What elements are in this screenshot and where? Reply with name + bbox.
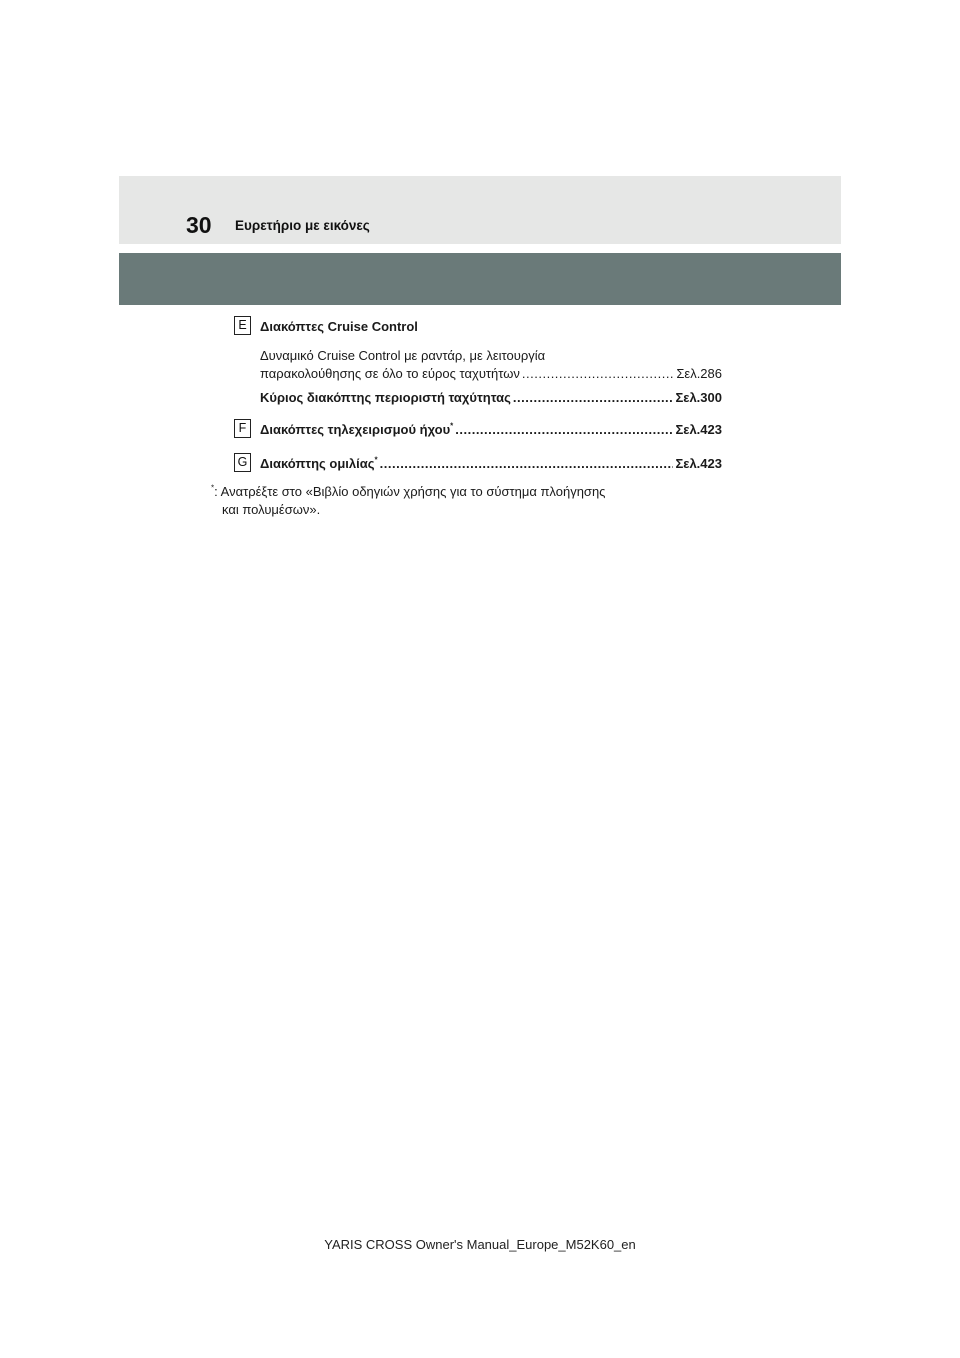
page-ref: Σελ.423 [675,422,722,437]
footer-manual-id: YARIS CROSS Owner's Manual_Europe_M52K60_en [324,1237,636,1252]
badge-f: F [234,419,251,438]
entry-talk-switch[interactable] [260,455,722,472]
entry-audio-remote-switches[interactable] [260,421,722,438]
footnote [211,483,691,519]
badge-e: E [234,316,251,335]
asterisk-mark: * [374,455,378,465]
page-ref: Σελ.286 [676,366,722,381]
entry-audio-remote-title: Διακόπτες τηλεχειρισμού ήχου [260,422,451,437]
entry-talk-switch-title: Διακόπτης ομιλίας [260,456,375,471]
header-dark-band [119,253,841,305]
leader-dots [522,365,674,382]
section-title: Ευρετήριο με εικόνες [235,218,370,233]
entry-radar-cruise-line1: Δυναμικό Cruise Control με ραντάρ, με λειτουργία [260,348,546,363]
footnote-line2: και πολυμέσων». [222,502,321,517]
page-ref: Σελ.423 [675,456,722,471]
footnote-mark: * [211,483,215,493]
header-band [119,176,841,244]
footnote-line1: : Ανατρέξτε στο «Βιβλίο οδηγιών χρήσης για το σύστημα πλοήγησης [214,484,606,499]
leader-dots [380,455,674,472]
asterisk-mark: * [450,421,454,431]
page-number: 30 [186,212,212,238]
entry-audio-remote-label [260,421,453,438]
leader-dots [455,421,673,438]
badge-g: G [234,453,251,472]
entry-speed-limiter-label: Κύριος διακόπτης περιοριστή ταχύτητας [260,390,511,405]
entry-talk-switch-label [260,455,378,472]
entry-speed-limiter[interactable] [260,389,722,406]
leader-dots [513,389,674,406]
entry-cruise-control-switches: Διακόπτες Cruise Control [260,319,418,334]
entry-radar-cruise-line2: παρακολούθησης σε όλο το εύρος ταχυτήτων [260,366,520,381]
entry-radar-cruise[interactable] [260,365,722,382]
page-ref: Σελ.300 [675,390,722,405]
